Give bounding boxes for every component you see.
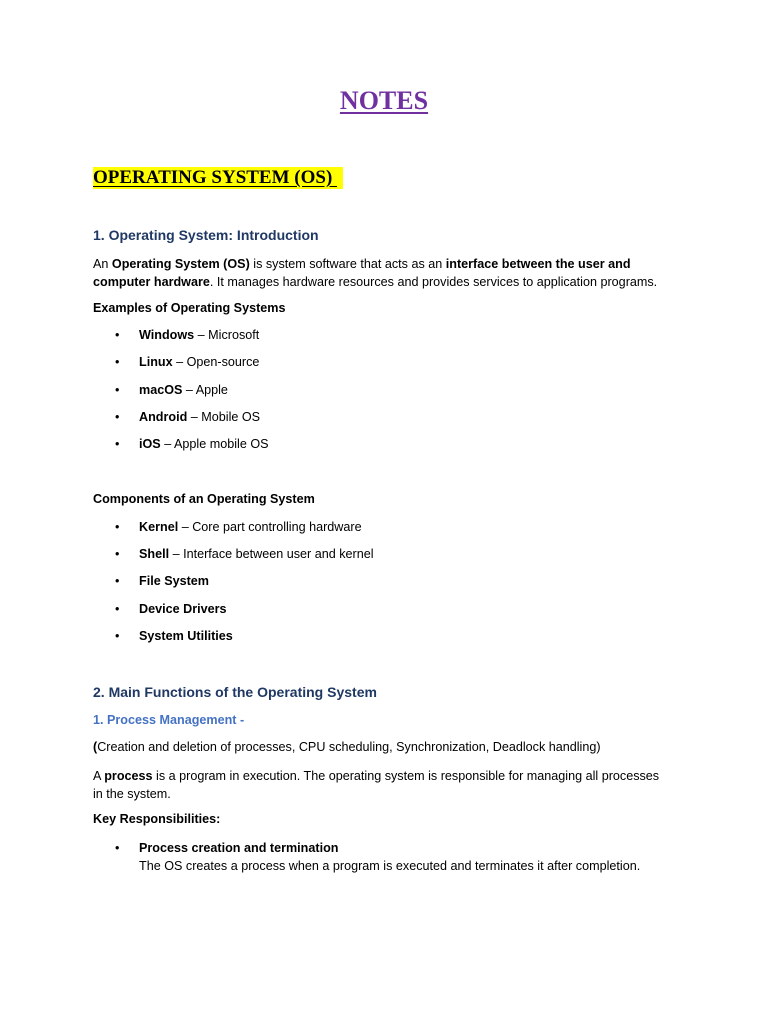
list-item: • File System: [115, 574, 209, 588]
list-item: • Shell – Interface between user and kernel: [115, 547, 374, 561]
bullet-icon: •: [115, 355, 120, 369]
components-label: Components of an Operating System: [93, 492, 315, 506]
key-responsibilities-label: Key Responsibilities:: [93, 812, 221, 826]
list-item: • Windows – Microsoft: [115, 328, 260, 342]
subheading-process-management: 1. Process Management -: [93, 713, 245, 727]
document-heading: OPERATING SYSTEM (OS): [93, 167, 343, 189]
bullet-icon: •: [115, 841, 120, 855]
list-item: • Kernel – Core part controlling hardware: [115, 520, 362, 534]
bullet-icon: •: [115, 629, 120, 643]
bullet-icon: •: [115, 602, 120, 616]
bullet-icon: •: [115, 437, 120, 451]
list-item: • Device Drivers: [115, 602, 227, 616]
bullet-icon: •: [115, 547, 120, 561]
process-paragraph: A process is a program in execution. The operating system is responsible for managing all processes in the system.: [93, 769, 660, 801]
list-item: • Android – Mobile OS: [115, 410, 261, 424]
section-heading-main-functions: 2. Main Functions of the Operating System: [93, 684, 377, 700]
bullet-icon: •: [115, 574, 120, 588]
bullet-icon: •: [115, 410, 120, 424]
page-title: NOTES: [339, 86, 429, 115]
process-management-detail: (Creation and deletion of processes, CPU scheduling, Synchronization, Deadlock handling): [93, 740, 601, 754]
list-item: • Linux – Open-source: [115, 355, 260, 369]
section-heading-introduction: 1. Operating System: Introduction: [93, 227, 319, 243]
intro-paragraph: An Operating System (OS) is system software that acts as an interface between the user and computer hardware. It manages hardware resources and provides services to application programs.: [93, 257, 658, 289]
bullet-icon: •: [115, 520, 120, 534]
bullet-icon: •: [115, 383, 120, 397]
list-item: • Process creation and termination The OS creates a process when a program is executed and terminates it after completion.: [115, 841, 641, 873]
bullet-icon: •: [115, 328, 120, 342]
list-item: • macOS – Apple: [115, 383, 228, 397]
examples-label: Examples of Operating Systems: [93, 301, 286, 315]
list-item: • iOS – Apple mobile OS: [115, 437, 269, 451]
list-item: • System Utilities: [115, 629, 233, 643]
